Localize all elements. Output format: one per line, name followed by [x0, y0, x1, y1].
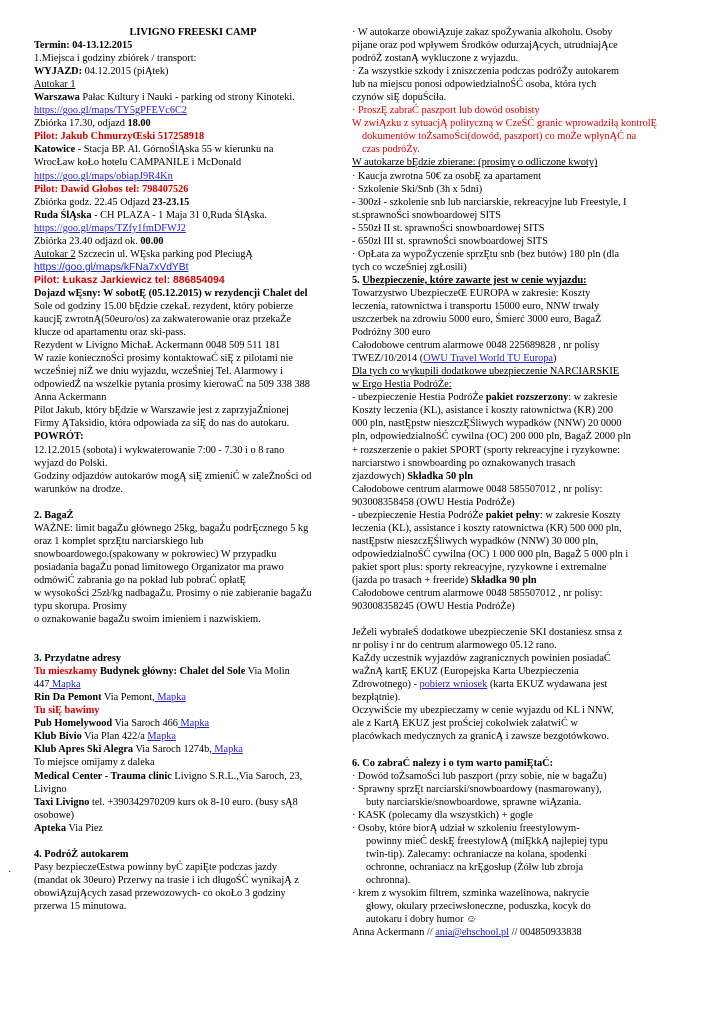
owu-europa-link[interactable]: OWU Travel World TU Europa [423, 353, 553, 365]
warszawa-line [34, 91, 352, 104]
pobierz-wniosek-link[interactable]: pobierz wniosek [419, 679, 488, 691]
katowice-line: Katowice - Stacja BP. Al. GórnoŚlĄska 55 w kierunku na [34, 144, 274, 156]
list-item: · OpŁata za wypoŻyczenie sprzĘtu snb (bez butów) 180 pln (dla [352, 248, 620, 260]
wyjazd-date: 04.12.2015 (piĄtek) [82, 66, 169, 78]
ruda-label: Ruda ŚlĄska [34, 209, 92, 221]
bullet-dot: · [352, 822, 356, 834]
autokar-2-heading: Autokar 2 [34, 248, 76, 260]
bullet-dot: · [352, 27, 356, 38]
warszawa-label: Warszawa [34, 92, 80, 104]
powrot-line: 12.12.2015 (sobota) i wykwaterowanie 7:00 - 7.30 i o 8 rano [34, 444, 285, 456]
section-3-heading: 3. Przydatne adresy [34, 653, 122, 665]
polisy-line: TWEZ/10/2014 (OWU Travel World TU Europa) [352, 353, 557, 365]
omijamy-line: To miejsce omijamy z daleka [34, 757, 155, 769]
podroz-line: · Pasy bezpieczeŒstwa powinny byĆ zapiĘte podczas jazdy [8, 861, 278, 878]
section-6-heading: 6. Co zabraĆ nalezy i o tym warto pamiĘtaĆ: [352, 757, 554, 769]
chalet-map-link[interactable]: Mapka [49, 679, 81, 691]
dojazd-line: Dojazd wĘsny: W sobotĘ (05.12.2015) w rezydencji Chalet del [34, 287, 308, 299]
list-item: · Kaucja zwrotna 50€ za osobĘ za apartament [352, 170, 541, 182]
autokar-1-heading: Autokar 1 [34, 79, 76, 91]
medical-line: Medical Center - Trauma clinic Livigno S.R.L.,Via Saroch, 23, [34, 770, 303, 782]
bivio-line: Klub Bivio Via Plan 422/a Mapka [34, 731, 176, 743]
pilot-2: Pilot: Dawid Głobos tel: 798407526 [34, 183, 189, 195]
warszawa-time: Zbiórka 17.30, odjazd 18.00 [34, 118, 151, 130]
bullet-dot: · [352, 770, 356, 782]
page-title: LIVIGNO FREESKI CAMP [129, 27, 257, 38]
list-item: · Szkolenie Ski/Snb (3h x 5dni) [352, 183, 483, 195]
pilot-1: Pilot: Jakub ChmurzyŒski 517258918 [34, 131, 205, 143]
section-4-heading: 4. PodróŻ autokarem [34, 848, 129, 860]
email-link[interactable]: ania@ehschool.pl [435, 927, 510, 939]
right-column: · W autokarze obowiĄzuje zakaz spoŻywania alkoholu. Osoby pijane oraz pod wpływem Środków odurzajĄcych, utrudniajĄce podróŻ zostanĄ wykluczone z wyjazdu. · Za wszystkie szkody i zniszczenia podczas podróŻy autokarem lub na miejscu ponosi odpowiedzialnoŚĆ osoba, która tych czynów siĘ dopuŚciła. · ProszĘ zabraĆ paszport lub dowód osobisty W zwiĄzku z sytuacjĄ polityczną w CzeŚĆ granic wprowadziłą kontrolĘ dokumentów toŻsamoŚci(dowód, paszport) co moŻe wpłynĄĆ na czas podróŻy. W autokarze bĘdzie zbierane: (prosimy o odliczone kwoty) · Kaucja zwrotna 50€ za osobĘ za apartament · Szkolenie Ski/Snb (3h x 5dni) - 300zł - szkolenie snb lub narciarskie, rekreacyjne lub Freestyle, I st.sprawnoŚci snowboardowej SITS - 550zł II st. sprawnoŚci snowboardowej SITS - 650zł III st. sprawnoŚci snowboardowej SITS · OpŁata za wypoŻyczenie sprzĘtu snb (bez butów) 180 pln (dla tych co wczeŚniej zgŁosili) 5. Ubezpieczenie, które zawarte jest w cenie wyjazdu: Towarzystwo UbezpieczeŒ EUROPA w zakresie: Koszty leczenia, ratownictwa i transportu 15000 euro, NNW trwały uszczerbek na zdrowiu 5000 euro, Śmierć 3000 euro, BagaŻ Podróżny 300 euro Całodobowe centrum alarmowe 0048 225689828 , nr polisy TWEZ/10/2014 (OWU Travel World TU Europa) Dla tych co wykupili dodatkowe ubezpieczenie NARCIARSKIE w Ergo Hestia PodróŻe: - ubezpieczenie Hestia PodróŻe pakiet rozszerzony: w zakresie Koszty leczenia (KL), asistance i koszty ratownictwa (KR) 200 000 pln, nastĘpstw nieszczĘŚliwych wypadków (NNW) 20 0000 pln, odpowiedzialnoŚĆ cywilna (OC) 200 000 pln, BagaŻ 2000 pln + rozszerzenie o pakiet SPORT (sporty rekreacyjne i ryzykowne: narciarstwo i snowboarding po oznakowanych trasach zjazdowych) Składka 50 pln Całodobowe centrum alarmowe 0048 585507012 , nr polisy: 903008358458 (OWU Hestia PodróŻe) - ubezpieczenie Hestia PodróŻe pakiet pełny: w zakresie Koszty leczenia (KL), assistance i koszty ratownictwa (KR) 500 000 pln, nastĘpstw nieszczĘŚliwych wypadków (NNW) 30 000 pln, odpowiedzialnoŚĆ cywilna (OC) 1 000 000 pln, BagaŻ 5 000 pln i pakiet sport plus: sporty rekreacyjne, ryzykowne i extremalne (jazda po trasach + freeride) Składka 90 pln Całodobowe centrum alarmowe 0048 585507012 , nr polisy: 903008358245 (OWU Hestia PodróŻe) JeŻeli wybrałeŚ dodatkowe ubezpieczenie SKI dostaniesz smsa z nr polisy i nr do centrum alarmowego 05.12 rano. KaŻdy uczestnik wyjazdów zagranicznych powinien posiadaĆ waŻnĄ kartĘ EKUZ (Europejska Karta Ubezpieczenia Zdrowotnego) - pobierz wniosek (karta EKUZ wydawana jest bezpłątnie). OczywiŚcie my ubezpieczamy w cenie wyjazdu od KL i NNW, ale z KartĄ EKUZ jest proŚciej cokolwiek załatwiĆ w placówkach medycznych za granicĄ i zawsze bezgotówkowo. 6. Co zabraĆ nalezy i o tym warto pamiĘtaĆ: · Dowód toŻsamoŚci lub paszport (przy sobie, nie w bagaŻu) · Sprawny sprzĘt narciarski/snowboardowy (nasmarowany), buty narciarskie/snowboardowe, sprawne wiĄzania. · KASK (polecamy dla wszystkich) + gogle · Osoby, które biorĄ udział w szkoleniu freestylowym- powinny mieĆ deskĘ freestylowĄ (miĘkkĄ najlepiej typu twin-tip). Zalecamy: ochraniacze na kolana, spodenki ochronne, ochraniacz na krĘgosłup (Żółw lub zbroja ochronna). · krem z wysokim filtrem, szminka wazelinowa, nakrycie głowy, okulary przeciwsłoneczne, poduszka, kocyk do autokaru i dobry humor ☺ Anna Ackermann // ania@ehschool.pl // 004850933838 [352, 26, 698, 939]
katowice-line-2: WrocŁaw koŁo hotelu CAMPANILE i McDonald [34, 157, 242, 169]
ruda-line: Ruda ŚlĄska - CH PLAZA - 1 Maja 31 0,Ruda ŚlĄska. [34, 209, 267, 221]
apteka-line: Apteka Via Piez [34, 822, 103, 834]
price-line: - 550zł II st. sprawnoŚci snowboardowej SITS [352, 222, 545, 234]
powrot-heading: POWRÓT: [34, 431, 84, 443]
bullet-dot: · [352, 248, 356, 260]
katowice-time: Zbiórka godz. 22.45 Odjazd 23-23.15 [34, 196, 190, 208]
rule-passport: · ProszĘ zabraĆ paszport lub dowód osobisty W zwiĄzku z sytuacjĄ polityczną w CzeŚĆ granic wprowadziłą kontrolĘ dokumentów toŻsamoŚci(dowód, paszport) co moŻe wpłynĄĆ na czas podróŻy. [352, 105, 657, 156]
taxi-line: Taxi Livigno tel. +390342970209 kurs ok 8-10 euro. (busy sĄ8 [34, 796, 298, 808]
bullet-dot: · [352, 105, 356, 117]
bullet-dot: · [352, 809, 356, 821]
collection-heading: W autokarze bĘdzie zbierane: (prosimy o odliczone kwoty) [352, 157, 598, 169]
rin-line: Rin Da Pemont Via Pemont, Mapka [34, 692, 186, 704]
bullet-dot: · [8, 866, 12, 878]
szczecin-map-link[interactable]: https://goo.gl/maps/kFNa7xVdYBt [34, 261, 189, 273]
bawimy-heading: Tu siĘ bawimy [34, 705, 100, 717]
bullet-dot: · [352, 183, 356, 195]
price-line: - 300zł - szkolenie snb lub narciarskie, rekreacyjne lub Freestyle, I [352, 196, 627, 208]
termin: Termin: 04-13.12.2015 [34, 40, 133, 52]
wyjazd-line [34, 65, 352, 78]
price-line: - 650zł III st. sprawnoŚci snowboardowej SITS [352, 235, 548, 247]
left-column: LIVIGNO FREESKI CAMP Termin: 04-13.12.2015 1.Miejsca i godziny zbiórek / transport: WYJAZD: 04.12.2015 (piĄtek) Autokar 1 Warszawa Pałac Kultury i Nauki - parking od strony Kinoteki. https://goo.gl/maps/TY5gPFEVc6C2 Zbiórka 17.30, odjazd 18.00 Pilot: Jakub ChmurzyŒski 517258918 Katowice - Stacja BP. Al. GórnoŚlĄska 55 w kierunku na WrocŁaw koŁo hotelu CAMPANILE i McDonald https://goo.gl/maps/obiapJ9R4Kn Pilot: Dawid Głobos tel: 798407526 Zbiórka godz. 22.45 Odjazd 23-23.15 Ruda ŚlĄska - CH PLAZA - 1 Maja 31 0,Ruda ŚlĄska. https://goo.gl/maps/TZfy1fmDFWJ2 Zbiórka 23.40 odjazd ok. 00.00 Autokar 2 Szczecin ul. WĘska parking pod PleciugĄ https://goo.gl/maps/kFNa7xVdYBt Pilot: Łukasz Jarkiewicz tel: 886854094 Dojazd wĘsny: W sobotĘ (05.12.2015) w rezydencji Chalet del Sole od godziny 15.00 bĘdzie czekaŁ rezydent, który pobierze kaucjĘ zwrotnĄ(50euro/os) za zakwaterowanie oraz przekaŻe klucze od apartamentu oraz ski-pass. Rezydent w Livigno MichaŁ Ackermann 0048 509 511 181 W razie koniecznoŚci prosimy kontaktowaĆ siĘ z pilotami nie wczeŚniej niŻ we dniu wyjazdu, wczeŚniej Tel. Alarmowy i odpowiedŹ na wszelkie pytania prosimy kierowaĆ na 509 338 388 Anna Ackermann Pilot Jakub, który bĘdzie w Warszawie jest z zaprzyjaŹnionej Firmy ĄTaksidio, która odpowiada za siĘ do nas do autokaru. POWRÓT: 12.12.2015 (sobota) i wykwaterowanie 7:00 - 7.30 i o 8 rano wyjazd do Polski. Godziny odjazdów autokarów mogĄ siĘ zmieniĆ w zaleŻnoŚci od warunków na drodze. 2. BagaŻ WAŻNE: limit bagaŻu głównego 25kg, bagaŻu podrĘcznego 5 kg oraz 1 komplet sprzĘtu narciarskiego lub snowboardowego.(spakowany w pokrowiec) W przypadku posiadania bagaŻu ponad limitowego Organizator ma prawo odmówiĆ zabrania go na pokład lub pobraĆ opłatĘ w wysokoŚci 25zł/kg nadbagaŻu. Prosimy o nie zabieranie bagaŻu typu skorupa. Prosimy o oznakowanie bagaŻu swoim imieniem i nazwiskiem. 3. Przydatne adresy Tu mieszkamy Budynek główny: Chalet del Sole Via Molin 447 Mapka Rin Da Pemont Via Pemont, Mapka Tu siĘ bawimy Pub Homelywood Via Saroch 466 Mapka Klub Bivio Via Plan 422/a Mapka Klub Apres Ski Alegra Via Saroch 1274b, Mapka To miejsce omijamy z daleka Medical Center - Trauma clinic Livigno S.R.L.,Via Saroch, 23, Livigno Taxi Livigno tel. +390342970209 kurs ok 8-10 euro. (busy sĄ8 osobowe) Apteka Via Piez 4. PodróŻ autokarem · Pasy bezpieczeŒstwa powinny byĆ zapiĘte podczas jazdy (mandat ok 30euro) Przerwy na trasie i ich długoŚĆ wynikajĄ z obowiĄzujĄcych zasad przewozowych- co okoŁo 3 godziny przerwa 15 minutowa. [34, 26, 352, 913]
rule-alcohol: · W autokarze obowiĄzuje zakaz spoŻywania alkoholu. Osoby pijane oraz pod wpływem Środków odurzajĄcych, utrudniajĄce podróŻ zostanĄ wykluczone z wyjazdu. [352, 27, 618, 65]
packing-item: · KASK (polecamy dla wszystkich) + gogle [352, 809, 533, 821]
packing-item: · Osoby, które biorĄ udział w szkoleniu freestylowym- [352, 822, 580, 834]
ekuz-line: Zdrowotnego) - pobierz wniosek (karta EKUZ wydawana jest [352, 679, 608, 691]
apres-map-link[interactable]: Mapka [211, 744, 243, 756]
section-5-heading: 5. Ubezpieczenie, które zawarte jest w cenie wyjazdu: [352, 274, 587, 286]
section-1-heading: 1.Miejsca i godziny zbiórek / transport: [34, 53, 197, 65]
pilot-3: Pilot: Łukasz Jarkiewicz tel: 886854094 [34, 274, 225, 286]
packing-item: · Sprawny sprzĘt narciarski/snowboardowy (nasmarowany), [352, 783, 602, 795]
skladka-50: Składka 50 pln [407, 470, 474, 482]
bagaz-line: WAŻNE: limit bagaŻu głównego 25kg, bagaŻu podrĘcznego 5 kg [34, 522, 309, 534]
packing-item: · krem z wysokim filtrem, szminka wazelinowa, nakrycie [352, 888, 590, 899]
mieszkamy-line: Tu mieszkamy Budynek główny: Chalet del Sole Via Molin [34, 666, 290, 678]
bullet-dot: · [352, 170, 356, 182]
apres-line: Klub Apres Ski Alegra Via Saroch 1274b, Mapka [34, 744, 243, 756]
ski-insurance-heading: Dla tych co wykupili dodatkowe ubezpieczenie NARCIARSKIE [352, 366, 620, 378]
rin-map-link[interactable]: Mapka [154, 692, 186, 704]
rule-damage: · Za wszystkie szkody i zniszczenia podczas podróŻy autokarem lub na miejscu ponosi odpowiedzialnoŚĆ osoba, która tych czynów siĘ dopuŚciła. [352, 66, 620, 104]
autokar-2-line: Autokar 2 Szczecin ul. WĘska parking pod PleciugĄ [34, 248, 253, 260]
wyjazd-label: WYJAZD: [34, 66, 83, 78]
katowice-map-link[interactable]: https://goo.gl/maps/obiapJ9R4Kn [34, 170, 173, 182]
warszawa-place: Pałac Kultury i Nauki - parking od strony Kinoteki. [79, 92, 295, 104]
warszawa-map-link[interactable]: https://goo.gl/maps/TY5gPFEVc6C2 [34, 105, 188, 117]
signature: Anna Ackermann // ania@ehschool.pl // 004850933838 [352, 927, 582, 939]
katowice-label: Katowice [34, 144, 76, 156]
ruda-map-link[interactable]: https://goo.gl/maps/TZfy1fmDFWJ2 [34, 222, 186, 234]
packing-item: · Dowód toŻsamoŚci lub paszport (przy sobie, nie w bagaŻu) [352, 770, 607, 782]
dojazd-block: Dojazd wĘsny: W sobotĘ (05.12.2015) w rezydencji Chalet del Sole od godziny 15.00 bĘdzie czekaŁ rezydent, który pobierze kaucjĘ zwrotnĄ(50euro/os) za zakwaterowanie oraz przekaŻe klucze od apartamentu oraz ski-pass. Rezydent w Livigno MichaŁ Ackermann 0048 509 511 181 W razie koniecznoŚci prosimy kontaktowaĆ siĘ z pilotami nie wczeŚniej niŻ we dniu wyjazdu, wczeŚniej Tel. Alarmowy i odpowiedŹ na wszelkie pytania prosimy kierowaĆ na 509 338 388 Anna Ackermann Pilot Jakub, który bĘdzie w Warszawie jest z zaprzyjaŹnionej Firmy ĄTaksidio, która odpowiada za siĘ do nas do autokaru. [34, 287, 352, 431]
skladka-90: Składka 90 pln [470, 574, 537, 586]
bullet-dot: · [352, 888, 356, 899]
pub-line: Pub Homelywood Via Saroch 466 Mapka [34, 718, 210, 730]
section-2-heading: 2. BagaŻ [34, 509, 74, 521]
bullet-dot: · [352, 66, 356, 78]
bullet-dot: · [352, 783, 356, 795]
bivio-map-link[interactable]: Mapka [147, 731, 176, 743]
pub-map-link[interactable]: Mapka [177, 718, 210, 730]
ruda-time: Zbiórka 23.40 odjazd ok. 00.00 [34, 235, 164, 247]
pakiet-rozszerzony-line: - ubezpieczenie Hestia PodróŻe pakiet rozszerzony: w zakresie [352, 392, 618, 404]
pakiet-pelny-line: - ubezpieczenie Hestia PodróŻe pakiet pełny: w zakresie Koszty [352, 509, 621, 521]
